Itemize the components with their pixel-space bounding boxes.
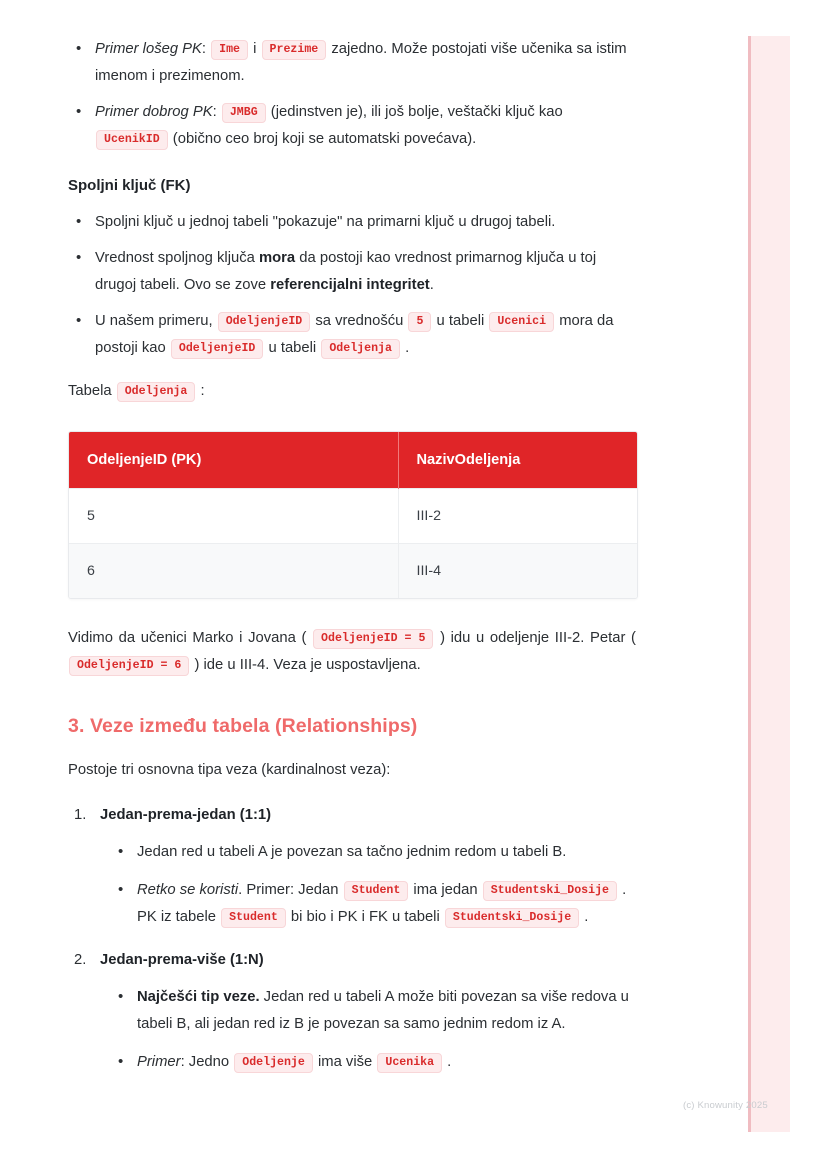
- rel-1toN-bullet-1-bold: Najčešći tip veze.: [137, 989, 260, 1005]
- table-head: [69, 432, 637, 489]
- code-chip-odeljenjeid-1: OdeljenjeID: [218, 312, 311, 332]
- list-item: [68, 245, 636, 299]
- list-marker: 1.: [74, 807, 87, 823]
- relationship-1to1-bullets: [100, 839, 636, 931]
- code-chip-jmbg: JMBG: [222, 103, 266, 123]
- code-chip-ucenikid: UcenikID: [96, 130, 168, 150]
- fk-bullet-3-part4: mora da postoji kao: [95, 313, 614, 356]
- table-header-row: [69, 432, 637, 489]
- code-chip-ime: Ime: [211, 40, 248, 60]
- code-chip-ucenici: Ucenici: [489, 312, 554, 332]
- pk-good-mid: (jedinstven je), ili još bolje, veštački ključ kao: [266, 104, 563, 120]
- list-item: [68, 99, 636, 153]
- foreign-key-heading: Spoljni ključ (FK): [68, 177, 191, 194]
- code-chip-studentski-dosije-1: Studentski_Dosije: [483, 881, 617, 901]
- fk-bullet-3-part2: sa vrednošću: [311, 313, 408, 329]
- relationship-types-list: [68, 802, 636, 1076]
- pk-bad-colon: :: [201, 41, 211, 57]
- column-header-odeljenjeid: OdeljenjeID (PK): [69, 432, 398, 489]
- rel-1toN-bullet-1-text: Jedan red u tabeli A može biti povezan sa više redova u tabeli B, ali jedan red iz B je povezan sa samo jednim redom iz A.: [137, 989, 629, 1032]
- rel-1to1-bullet-2-part2: ima jedan: [409, 882, 482, 898]
- odeljenja-table-container: [68, 431, 638, 599]
- section-heading-relationships: 3. Veze između tabela (Relationships): [68, 715, 418, 737]
- fk-bullet-2-part2: da postoji kao vrednost primarnog ključa u toj drugoj tabeli. Ovo se zove: [95, 250, 597, 293]
- list-item: [110, 877, 636, 931]
- after-table-paragraph: [68, 625, 636, 679]
- code-chip-odeljenje: Odeljenje: [234, 1053, 313, 1073]
- code-chip-odeljenjeid-eq-6: OdeljenjeID = 6: [69, 656, 189, 676]
- code-chip-ucenika: Ucenika: [377, 1053, 442, 1073]
- fk-bullet-3-part1: U našem primeru,: [95, 313, 217, 329]
- code-chip-odeljenja-1: Odeljenja: [321, 339, 400, 359]
- relationship-title-1toN: Jedan-prema-više (1:N): [100, 952, 264, 968]
- cell-nazivodeljenja: III-4: [398, 544, 637, 599]
- pk-good-label: Primer dobrog PK: [95, 104, 213, 120]
- fk-bullet-2-bold-mora: mora: [258, 250, 296, 266]
- odeljenja-table: [69, 432, 637, 598]
- after-table-part3: ) ide u III-4. Veza je uspostavljena.: [190, 657, 421, 673]
- list-item: [110, 1049, 636, 1076]
- code-chip-value-5: 5: [408, 312, 431, 332]
- rel-1toN-bullet-2-part2: ima više: [313, 1054, 377, 1070]
- pk-bullet-list: [68, 36, 636, 153]
- list-item: [110, 839, 636, 866]
- rel-1toN-bullet-2-part3: .: [443, 1054, 452, 1070]
- relationship-1toN-bullets: [100, 984, 636, 1076]
- list-item: [110, 984, 636, 1038]
- rel-1toN-bullet-2-part1: : Jedno: [180, 1054, 234, 1070]
- list-item: [68, 209, 636, 236]
- fk-bullet-2-part3: .: [429, 277, 434, 293]
- cell-odeljenjeid: 5: [69, 489, 398, 544]
- list-item: [68, 308, 636, 362]
- cell-odeljenjeid: 6: [69, 544, 398, 599]
- table-body: [69, 489, 637, 599]
- code-chip-student-1: Student: [344, 881, 409, 901]
- document-content: [68, 36, 636, 1092]
- list-item: [68, 802, 636, 931]
- rel-1to1-bullet-1: Jedan red u tabeli A je povezan sa tačno jednim redom u tabeli B.: [137, 844, 567, 860]
- pk-good-colon: :: [212, 104, 221, 120]
- rel-1to1-bullet-2-lead: Retko se koristi: [137, 882, 239, 898]
- code-chip-studentski-dosije-2: Studentski_Dosije: [445, 908, 579, 928]
- pk-good-tail: (obično ceo broj koji se automatski povećava).: [168, 131, 477, 147]
- rel-1to1-bullet-2-part4: bi bio i PK i FK u tabeli: [286, 909, 444, 925]
- after-table-part2: ) idu u odeljenje III-2. Petar (: [434, 630, 636, 646]
- list-item: [68, 947, 636, 1076]
- fk-bullet-3-part3: u tabeli: [432, 313, 489, 329]
- section-intro-paragraph: Postoje tri osnovna tipa veza (kardinalnost veza):: [68, 762, 391, 778]
- table-caption: [68, 378, 636, 405]
- fk-bullet-1-text: Spoljni ključ u jednoj tabeli "pokazuje" na primarni ključ u drugoj tabeli.: [95, 214, 556, 230]
- fk-bullet-list: [68, 209, 636, 362]
- fk-bullet-2-part1: Vrednost spoljnog ključa: [95, 250, 259, 266]
- column-header-nazivodeljenja: NazivOdeljenja: [398, 432, 637, 489]
- pk-bad-label: Primer lošeg PK: [95, 41, 202, 57]
- code-chip-odeljenjeid-eq-5: OdeljenjeID = 5: [313, 629, 433, 649]
- list-item: [68, 36, 636, 90]
- code-chip-odeljenjeid-2: OdeljenjeID: [171, 339, 264, 359]
- rel-1toN-bullet-2-lead: Primer: [137, 1054, 181, 1070]
- pk-bad-tail: zajedno. Može postojati više učenika sa istim imenom i prezimenom.: [95, 41, 627, 84]
- rel-1to1-bullet-2-part1: . Primer: Jedan: [238, 882, 343, 898]
- fk-bullet-3-part5: u tabeli: [264, 340, 321, 356]
- code-chip-odeljenja-caption: Odeljenja: [117, 382, 196, 402]
- relationship-title-1to1: Jedan-prema-jedan (1:1): [100, 807, 272, 823]
- after-table-part1: Vidimo da učenici Marko i Jovana (: [68, 630, 313, 646]
- rel-1to1-bullet-2-part5: .: [580, 909, 589, 925]
- fk-bullet-2-bold-integritet: referencijalni integritet: [270, 277, 430, 293]
- table-row: [69, 544, 637, 599]
- cell-nazivodeljenja: III-2: [398, 489, 637, 544]
- code-chip-prezime: Prezime: [262, 40, 327, 60]
- table-caption-prefix: Tabela: [68, 383, 116, 399]
- pk-bad-mid: i: [249, 41, 261, 57]
- decorative-side-band-edge: [748, 36, 751, 1132]
- rel-1to1-bullet-2-part3: . PK iz tabele: [137, 882, 627, 925]
- decorative-side-band: [748, 36, 790, 1132]
- table-caption-suffix: :: [196, 383, 205, 399]
- code-chip-student-2: Student: [221, 908, 286, 928]
- list-marker: 2.: [74, 952, 87, 968]
- copyright-watermark: (c) Knowunity 2025: [683, 1100, 768, 1111]
- fk-bullet-3-part6: .: [400, 340, 410, 356]
- table-row: [69, 489, 637, 544]
